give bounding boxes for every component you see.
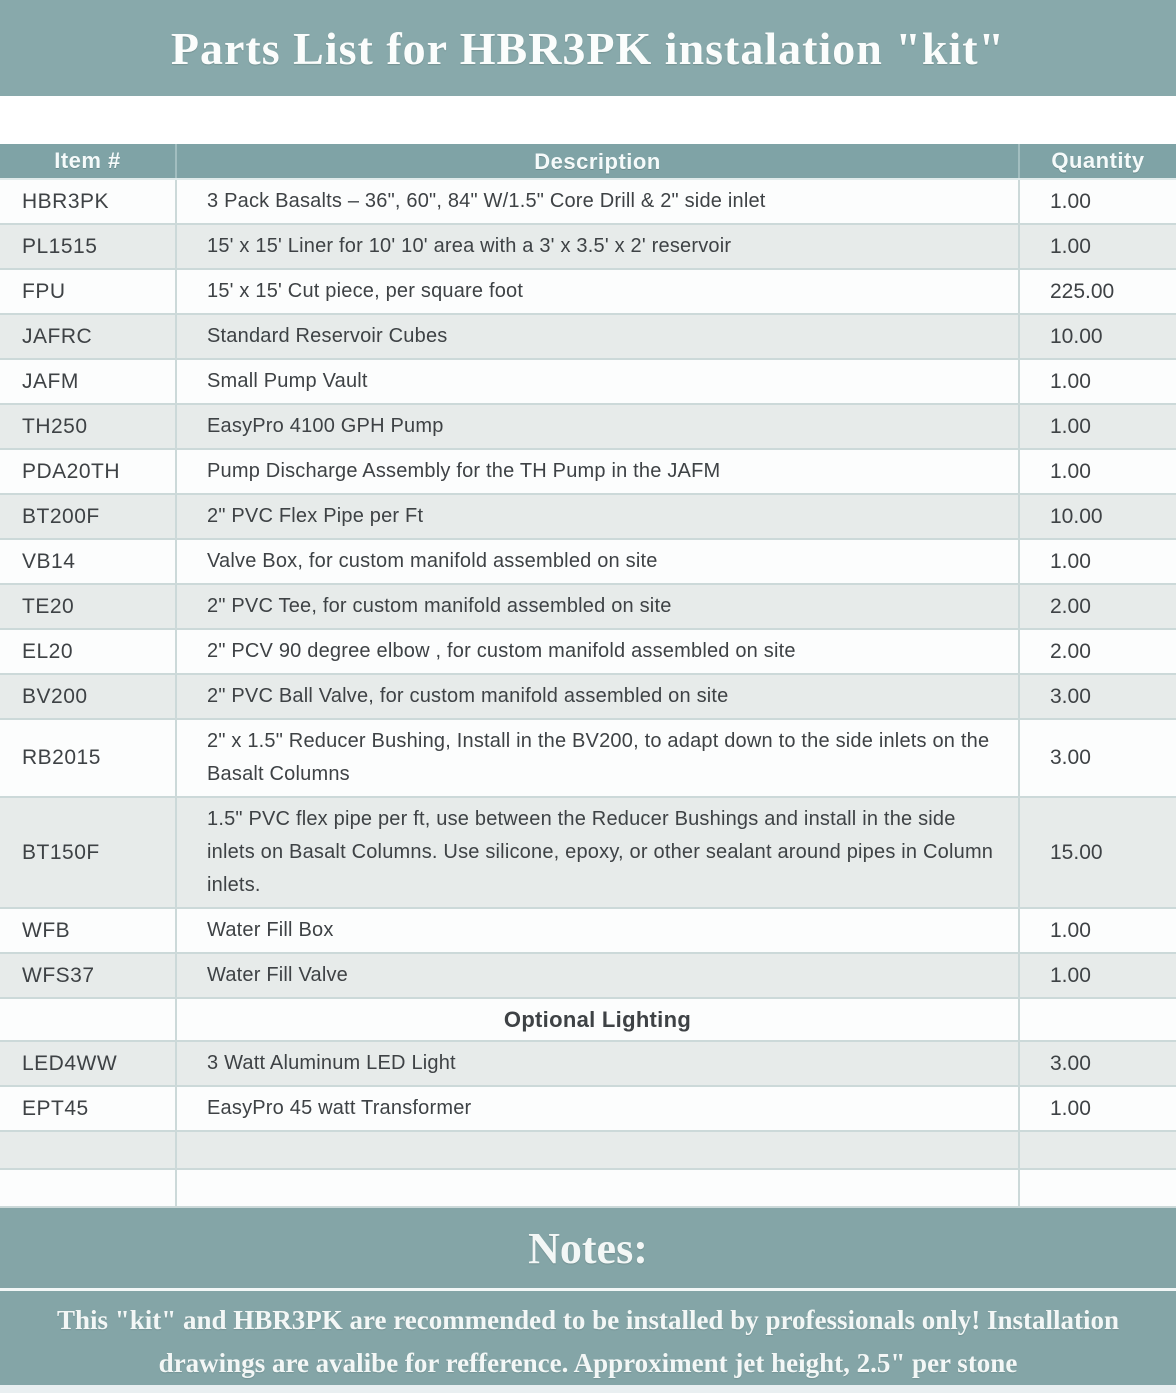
quantity-cell: [1018, 999, 1176, 1040]
description-cell: [175, 1170, 1018, 1206]
description-cell: 2" PVC Flex Pipe per Ft: [175, 495, 1018, 538]
quantity-cell: 1.00: [1018, 360, 1176, 403]
quantity-cell: 3.00: [1018, 1042, 1176, 1085]
description-cell: 2" PVC Ball Valve, for custom manifold assembled on site: [175, 675, 1018, 718]
quantity-cell: 1.00: [1018, 909, 1176, 952]
item-cell: TE20: [22, 594, 75, 618]
item-cell: BT150F: [22, 840, 100, 864]
description-cell: 3 Watt Aluminum LED Light: [175, 1042, 1018, 1085]
empty-row: [0, 1170, 1176, 1208]
item-cell: PL1515: [22, 234, 98, 258]
quantity-cell: 10.00: [1018, 495, 1176, 538]
item-cell: RB2015: [22, 746, 101, 769]
parts-table: [0, 144, 1176, 1208]
quantity-cell: 1.00: [1018, 450, 1176, 493]
item-cell: PDA20TH: [22, 459, 121, 483]
item-cell: JAFM: [22, 369, 79, 393]
quantity-cell: 1.00: [1018, 180, 1176, 223]
table-row: [0, 225, 1176, 270]
description-cell: 3 Pack Basalts – 36", 60", 84" W/1.5" Core Drill & 2" side inlet: [175, 180, 1018, 223]
table-body: [0, 180, 1176, 1208]
item-cell: [0, 999, 175, 1040]
table-header-row: [0, 144, 1176, 180]
quantity-cell: 225.00: [1018, 270, 1176, 313]
item-cell: JAFRC: [22, 324, 93, 348]
description-cell: 15' x 15' Liner for 10' 10' area with a 3' x 3.5' x 2' reservoir: [175, 225, 1018, 268]
item-cell: BT200F: [22, 504, 100, 528]
item-cell: WFB: [22, 918, 71, 942]
item-cell: WFS37: [22, 963, 95, 987]
quantity-cell: 1.00: [1018, 225, 1176, 268]
quantity-cell: 1.00: [1018, 405, 1176, 448]
column-header-item: Item #: [54, 148, 121, 173]
table-row: [0, 450, 1176, 495]
table-row: [0, 720, 1176, 798]
quantity-cell: [1018, 1170, 1176, 1206]
description-cell: Water Fill Box: [175, 909, 1018, 952]
empty-row: [0, 1132, 1176, 1170]
description-cell: 2" PVC Tee, for custom manifold assembled on site: [175, 585, 1018, 628]
quantity-cell: 3.00: [1018, 675, 1176, 718]
column-header-description: Description: [175, 144, 1018, 178]
description-cell: Pump Discharge Assembly for the TH Pump in the JAFM: [175, 450, 1018, 493]
title-table-gap: [0, 96, 1176, 144]
bottom-strip: [0, 1385, 1176, 1393]
table-row: [0, 909, 1176, 954]
description-cell: Water Fill Valve: [175, 954, 1018, 997]
table-row: [0, 954, 1176, 999]
item-cell: [0, 1170, 175, 1206]
table-row: [0, 1042, 1176, 1087]
description-cell: Small Pump Vault: [175, 360, 1018, 403]
quantity-cell: 2.00: [1018, 630, 1176, 673]
table-row: [0, 270, 1176, 315]
table-row: [0, 798, 1176, 909]
quantity-cell: 3.00: [1018, 720, 1176, 796]
table-row: [0, 1087, 1176, 1132]
item-cell: TH250: [22, 414, 88, 438]
section-header-row: [0, 999, 1176, 1042]
item-cell: EPT45: [22, 1096, 89, 1120]
notes-divider: [0, 1288, 1176, 1291]
table-row: [0, 405, 1176, 450]
quantity-cell: 1.00: [1018, 1087, 1176, 1130]
description-cell: [175, 1132, 1018, 1168]
page-title: Parts List for HBR3PK instalation "kit": [170, 22, 1006, 74]
quantity-cell: 10.00: [1018, 315, 1176, 358]
document-title-band: [0, 0, 1176, 96]
table-row: [0, 675, 1176, 720]
item-cell: LED4WW: [22, 1051, 118, 1075]
description-cell: 15' x 15' Cut piece, per square foot: [175, 270, 1018, 313]
quantity-cell: 2.00: [1018, 585, 1176, 628]
item-cell: BV200: [22, 684, 88, 708]
table-row: [0, 180, 1176, 225]
notes-body: This "kit" and HBR3PK are recommended to be installed by professionals only! Installation drawings are avalibe for refference. Approximent jet height, 2.5" per stone: [56, 1305, 1120, 1378]
item-cell: VB14: [22, 549, 76, 573]
description-cell: Valve Box, for custom manifold assembled on site: [175, 540, 1018, 583]
quantity-cell: 15.00: [1018, 798, 1176, 907]
description-cell: Standard Reservoir Cubes: [175, 315, 1018, 358]
column-header-quantity: Quantity: [1018, 144, 1176, 178]
description-cell: 2" x 1.5" Reducer Bushing, Install in the BV200, to adapt down to the side inlets on the Basalt Columns: [175, 720, 1018, 796]
item-cell: FPU: [22, 279, 66, 303]
description-cell: 2" PCV 90 degree elbow , for custom manifold assembled on site: [175, 630, 1018, 673]
table-row: [0, 585, 1176, 630]
quantity-cell: 1.00: [1018, 540, 1176, 583]
item-cell: HBR3PK: [22, 189, 110, 213]
table-row: [0, 315, 1176, 360]
table-row: [0, 540, 1176, 585]
description-cell: 1.5" PVC flex pipe per ft, use between the Reducer Bushings and install in the side inlets on Basalt Columns. Use silicone, epoxy, or other sealant around pipes in Column inlets.: [175, 798, 1018, 907]
notes-section: [0, 1208, 1176, 1385]
quantity-cell: 1.00: [1018, 954, 1176, 997]
description-cell: EasyPro 4100 GPH Pump: [175, 405, 1018, 448]
item-cell: [0, 1132, 175, 1168]
table-row: [0, 495, 1176, 540]
item-cell: EL20: [22, 639, 74, 663]
quantity-cell: [1018, 1132, 1176, 1168]
table-row: [0, 360, 1176, 405]
description-cell: EasyPro 45 watt Transformer: [175, 1087, 1018, 1130]
notes-heading: Notes:: [528, 1224, 648, 1273]
table-row: [0, 630, 1176, 675]
section-label: Optional Lighting: [175, 999, 1018, 1040]
